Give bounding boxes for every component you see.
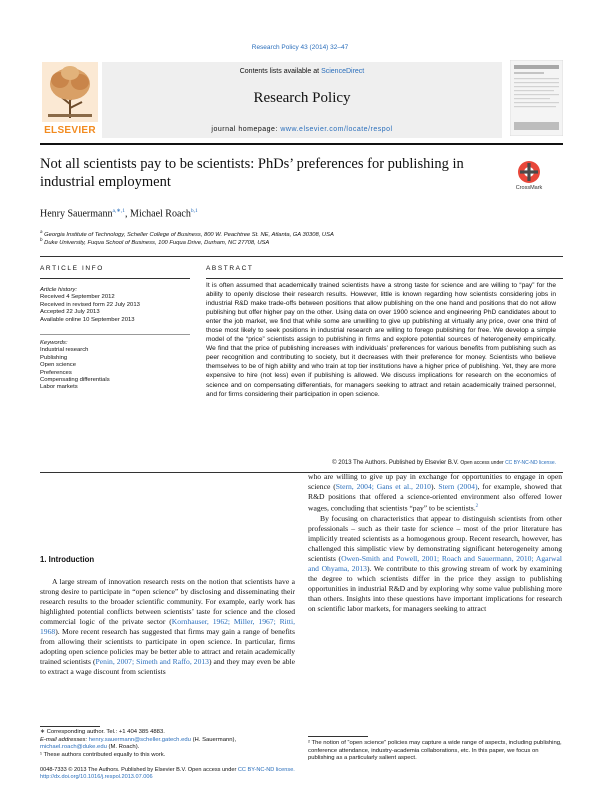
author-marks[interactable]: b,1 bbox=[190, 208, 198, 214]
text-run: ). We contribute to this growing stream of work by examining the degree to which scientists differ in the price they assign to publishing opportunities in industrial R&D and by exploring why some value publishing more than others. Insights into these questions have important implications for research on scientific labor markets, for managers seeking to attract bbox=[308, 563, 562, 613]
license-link[interactable]: CC BY-NC-ND license. bbox=[505, 460, 556, 466]
citation-link[interactable]: Penin, 2007; Simeth and Raffo, 2013 bbox=[95, 657, 209, 666]
keywords-rule bbox=[40, 334, 190, 335]
masthead-rule bbox=[40, 143, 563, 145]
citation-link[interactable]: Stern (2004) bbox=[438, 482, 478, 491]
footnote-rule bbox=[308, 736, 368, 737]
citation-link[interactable]: Stern, 2004; Gans et al., 2010 bbox=[335, 482, 431, 491]
section-divider bbox=[40, 256, 563, 257]
abstract-copyright: © 2013 The Authors. Published by Elsevier B.V. Open access under CC BY-NC-ND license. bbox=[332, 460, 556, 466]
keyword: Industrial research bbox=[40, 347, 89, 354]
contents-availability: Contents lists available at ScienceDirect bbox=[239, 68, 365, 75]
journal-cover-thumbnail bbox=[510, 60, 563, 136]
body-left-column bbox=[40, 577, 295, 677]
text-run: ). More recent research has suggested that firms may gain a range of benefits from allowing their scientists to participate in open science. In particular, firms adopting open science policies may be better able to attract and retain academically trained scientists ( bbox=[40, 627, 295, 666]
journal-masthead bbox=[40, 60, 563, 140]
footnote-emails: E-mail addresses: henry.sauermann@scheller.gatech.edu (H. Sauermann), bbox=[40, 736, 237, 743]
citation-link[interactable]: Kornhauser, 1962; Miller, 1967; Ritti, 1968 bbox=[40, 617, 296, 636]
section-heading: 1. Introduction bbox=[40, 555, 95, 564]
affiliation: $^b$ Duke University, Fuqua School of Business, 100 Fuqua Drive, Durham, NC 27708, USA bbox=[40, 237, 270, 246]
footnotes: ∗ Corresponding author. Tel.: +1 404 385 4883. E-mail addresses: henry.sauermann@scheller.gatech.edu (H. Sauermann), michael.roach@duke.edu (M. Roach). ¹ These authors contributed equally to this work. bbox=[40, 729, 290, 759]
history-item: Available online 10 September 2013 bbox=[40, 316, 135, 323]
footnote-equal: ¹ These authors contributed equally to this work. bbox=[40, 751, 166, 758]
crossmark-label: CrossMark bbox=[515, 185, 543, 191]
page-footer bbox=[40, 767, 340, 782]
author-marks[interactable]: a,∗,1 bbox=[112, 208, 126, 214]
text-run: A large stream of innovation research rests on the notion that scientists have a strong desire to participate in “open science” by disclosing and disseminating their research results to the broader scientific community. For example, early work has highlighted potential conflicts between scientists’ taste for science and the closed commercial logic of the private sector ( bbox=[40, 577, 295, 626]
paragraph bbox=[40, 577, 295, 677]
footnote-2: ² The notion of “open science” policies may capture a wide range of aspects, including publishing, conference attendance, industry-academia collaborations, etc. In this paper, we focus on publishing as a particularly salient aspect. bbox=[308, 740, 562, 761]
citation-link[interactable]: Owen-Smith and Powell, 2001; Roach and Sauermann, 2010; Agarwal and Ohyama, 2013 bbox=[308, 553, 562, 573]
keyword: Open science bbox=[40, 362, 77, 369]
article-info-heading: ARTICLE INFO bbox=[40, 265, 104, 272]
paragraph bbox=[308, 472, 562, 514]
history-item: Received in revised form 22 July 2013 bbox=[40, 301, 140, 308]
elsevier-wordmark: ELSEVIER bbox=[44, 125, 96, 136]
journal-homepage: journal homepage: www.elsevier.com/locate/respol bbox=[211, 126, 393, 133]
history-item: Accepted 22 July 2013 bbox=[40, 309, 100, 316]
keyword: Compensating differentials bbox=[40, 377, 110, 384]
author-list: Henry Sauermann$^{a,∗,1}$, Michael Roach$^{b,1}$ bbox=[40, 208, 198, 220]
journal-title: Research Policy bbox=[253, 90, 351, 106]
homepage-link[interactable]: www.elsevier.com/locate/respol bbox=[280, 126, 393, 133]
masthead-banner bbox=[102, 62, 502, 138]
keyword: Preferences bbox=[40, 369, 72, 376]
keyword: Publishing bbox=[40, 354, 68, 361]
footnote-rule bbox=[40, 726, 100, 727]
keyword: Labor markets bbox=[40, 384, 78, 391]
abstract-text: It is often assumed that academically trained scientists have a strong taste for science and are willing to “pay” for the ability to openly disclose their research results. However, little is known regarding how scientists considering jobs in industrial R&D make trade-offs between positions that allow publishing on the one hand and positions that do not allow publishing but offer higher pay on the other. Using data on over 1900 science and engineering PhD candidates about to enter the job market, we find that while some are unwilling to give up publishing at virtually any price, over one third of those most likely to seek positions in industrial research are willing to forego publishing for free. We develop a simple model of the “price” scientists assign to publishing in firms and explore potential sources of heterogeneity empirically. We find that the price of publishing increases with individuals’ preferences for various benefits from publishing such as peer recognition and contributing to society, but it decreases with their preference for money. Scientists who believe themselves to be of high ability and who train at top tier institutions have a higher price of publishing. Yet, they are more expensive to hire (not less) even if publishing is allowed. We discuss implications for research on the economics of science and on compensating differentials, for managers seeking to attract and retain academically trained personnel, and for firms considering their participation in open science. bbox=[206, 282, 556, 398]
footnote-corresponding: ∗ Corresponding author. Tel.: +1 404 385 4883. bbox=[40, 729, 165, 735]
affiliation: $^a$ Georgia Institute of Technology, Scheller College of Business, 800 W. Peachtree St. NE, Atlanta, GA 30308, USA bbox=[40, 229, 334, 238]
doi-link[interactable]: http://dx.doi.org/10.1016/j.respol.2013.07.006 bbox=[40, 774, 153, 781]
crossmark-badge[interactable] bbox=[508, 158, 550, 194]
article-info-rule bbox=[40, 278, 190, 279]
text-run: ). bbox=[430, 482, 439, 491]
article-info bbox=[40, 287, 155, 324]
issn-line: 0048-7333 © 2013 The Authors. Published by Elsevier B.V. Open access under CC BY-NC-ND license. bbox=[40, 767, 295, 773]
author-name: Michael Roach bbox=[130, 208, 191, 220]
paragraph bbox=[308, 514, 562, 614]
author-name: Henry Sauermann bbox=[40, 208, 113, 220]
text-run: By focusing on characteristics that appear to distinguish scientists from other professionals – such as their taste for science – most of the prior literature has implicitly treated scientists as a homogenous group. Recent research, however, has challenged this simplistic view by demonstrating significant heterogeneity among scientists ( bbox=[308, 513, 562, 563]
journal-citation[interactable]: Research Policy 43 (2014) 32–47 bbox=[251, 44, 349, 51]
text-run: who are willing to give up pay in exchange for opportunities to engage in open science ( bbox=[308, 472, 562, 491]
email-link[interactable]: michael.roach@duke.edu bbox=[40, 744, 107, 750]
keywords-label: Keywords: bbox=[40, 340, 68, 346]
abstract-heading: ABSTRACT bbox=[206, 265, 254, 272]
body-right-column bbox=[308, 472, 562, 614]
sciencedirect-link[interactable]: ScienceDirect bbox=[321, 68, 365, 75]
footnote-ref[interactable]: 2 bbox=[475, 504, 479, 509]
text-run: ) and they may even be able to extract a wage discount from scientists bbox=[40, 657, 295, 676]
license-link[interactable]: CC BY-NC-ND license. bbox=[237, 767, 295, 773]
history-label: Article history: bbox=[40, 287, 77, 293]
article-title: Not all scientists pay to be scientists: PhDs’ preferences for publishing in industrial employment bbox=[40, 156, 464, 190]
abstract-rule bbox=[206, 278, 563, 279]
history-item: Received 4 September 2012 bbox=[40, 294, 115, 301]
text-run: , for example, showed that R&D positions that offered a science-oriented environment also offered lower wages, concluding that scientists “pay” to be scientists. bbox=[308, 482, 562, 513]
email-link[interactable]: henry.sauermann@scheller.gatech.edu bbox=[88, 736, 191, 743]
keywords bbox=[40, 340, 155, 392]
